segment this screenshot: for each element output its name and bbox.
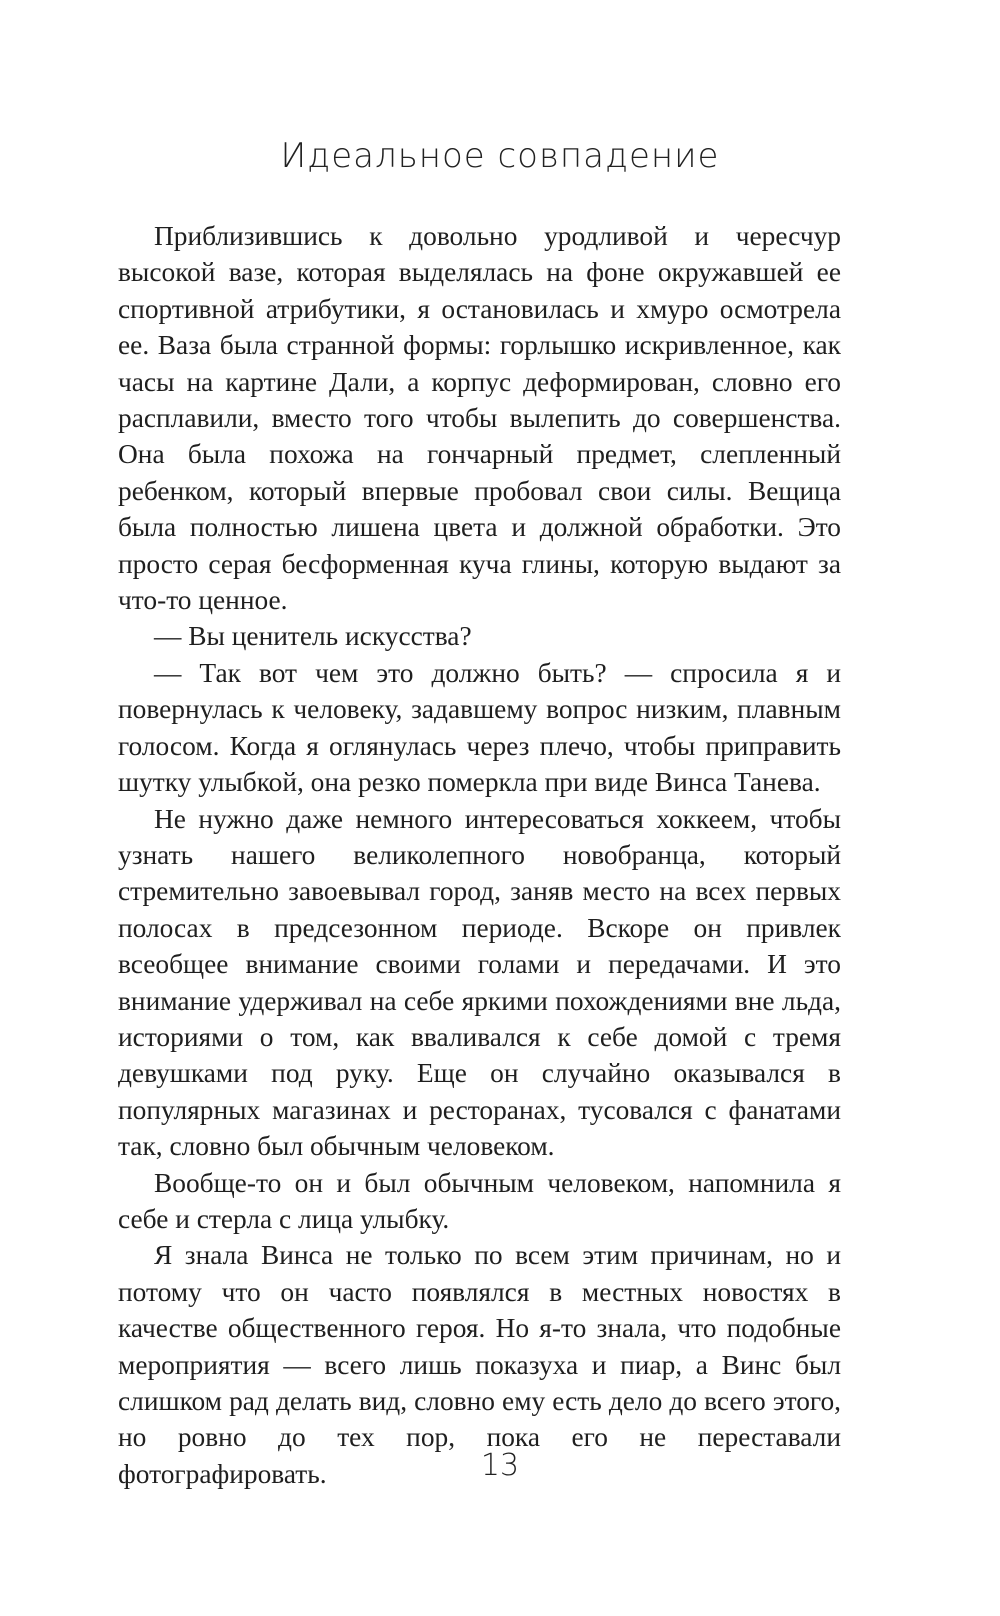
paragraph-6: Я знала Винса не только по всем этим причинам, но и потому что он часто появлялся в местных новостях в качестве общественного героя. Но я-то знала, что подобные мероприятия — всего лишь показуха и пиар, а Винс был слишком рад делать вид, словно ему есть дело до всего этого, но ровно до тех пор, пока его не переставали фотографировать. (118, 1240, 841, 1489)
paragraph-1: Приблизившись к довольно уродливой и чересчур высокой вазе, которая выделялась на фоне окружавшей ее спортивной атрибутики, я остановилась и хмуро осмотрела ее. Ваза была странной формы: горлышко искривленное, как часы на картине Дали, а корпус деформирован, словно его расплавили, вместо того чтобы вылепить до совершенства. Она была похожа на гончарный предмет, слепленный ребенком, который впервые пробовал свои силы. Вещица была полностью лишена цвета и должной обработки. Это просто серая бесформенная куча глины, которую выдают за что-то ценное. (118, 221, 841, 616)
paragraph-3-dialogue: — Так вот чем это должно быть? — спросила я и повернулась к человеку, задавшему вопрос низким, плавным голосом. Когда я оглянулась через плечо, чтобы приправить шутку улыбкой, она резко померкла при виде Винса Танева. (118, 657, 841, 798)
paragraph-5: Вообще-то он и был обычным человеком, напомнила я себе и стерла с лица улыбку. (118, 1167, 841, 1234)
paragraph-2-dialogue: — Вы ценитель искусства? (154, 621, 472, 652)
chapter-text (118, 218, 841, 1492)
page-number: 13 (480, 1448, 520, 1483)
paragraph-4: Не нужно даже немного интересоваться хоккеем, чтобы узнать нашего великолепного новобранца, который стремительно завоевывал город, заняв место на всех первых полосах в предсезонном периоде. Вскоре он привлек всеобщее внимание своими голами и передачами. И это внимание удерживал на себе яркими похождениями вне льда, историями о том, как вваливался к себе домой с тремя девушками под руку. Еще он случайно оказывался в популярных магазинах и ресторанах, тусовался с фанатами так, словно был обычным человеком. (118, 803, 841, 1162)
running-title: Идеальное совпадение (280, 136, 720, 176)
